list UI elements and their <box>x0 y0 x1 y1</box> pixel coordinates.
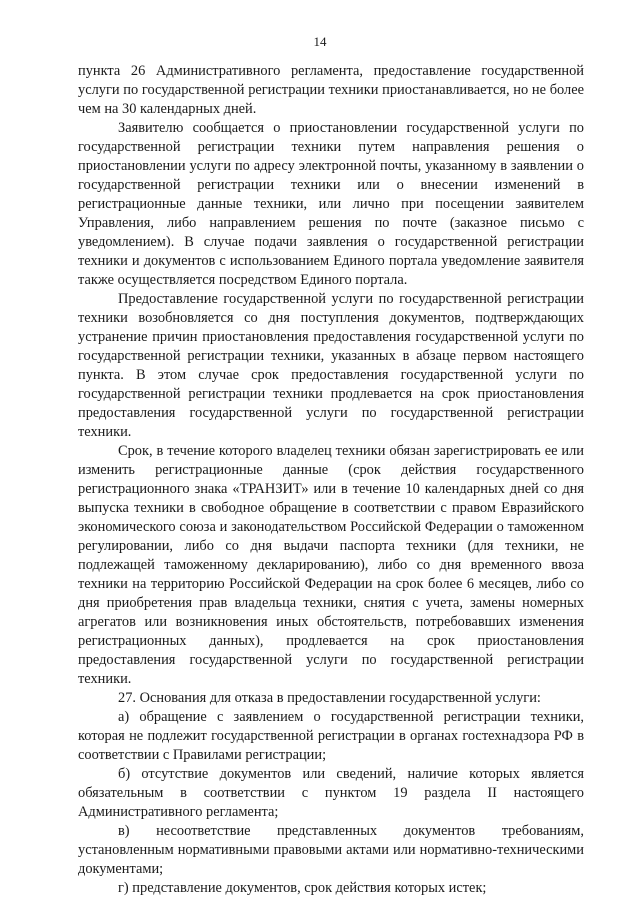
page-number: 14 <box>313 34 327 49</box>
paragraph-2: Заявителю сообщается о приостановлении государственной услуги по государственной регистрации техники путем направления решения о приостановлении услуги по адресу электронной почты, указанному в заявлении о государственной регистрации техники или о внесении изменений в регистрационные данные техники, или лично при посещении заявителем Управления, либо направлением решения по почте (заказное письмо с уведомлением). В случае подачи заявления о государственной регистрации техники и документов с использованием Единого портала уведомление заявителя также осуществляется посредством Единого портала. <box>78 120 584 288</box>
paragraph-4: Срок, в течение которого владелец техники обязан зарегистрировать ее или изменить регистрационные данные (срок действия государственного регистрационного знака «ТРАНЗИТ» или в течение 10 календарных дней со дня выпуска техники в свободное обращение в соответствии с правом Евразийского экономического союза и законодательством Российской Федерации о таможенном регулировании, либо со дня выдачи паспорта техники (для техники, не подлежащей таможенному декларированию), либо со дня временного ввоза техники на территорию Российской Федерации на срок более 6 месяцев, либо со дня приобретения прав владельца техники, снятия с учета, замены номерных агрегатов или возникновения иных обстоятельств, потребовавших изменения регистрационных данных), продлевается на срок приостановления предоставления государственной услуги по государственной регистрации техники. <box>78 443 584 687</box>
paragraph-7: б) отсутствие документов или сведений, наличие которых является обязательным в соответствии с пунктом 19 раздела II настоящего Административного регламента; <box>78 766 584 820</box>
paragraph-1: пункта 26 Административного регламента, предоставление государственной услуги по государственной регистрации техники приостанавливается, но не более чем на 30 календарных дней. <box>78 63 584 117</box>
paragraph-3: Предоставление государственной услуги по государственной регистрации техники возобновляется со дня поступления документов, подтверждающих устранение причин приостановления предоставления государственной услуги по государственной регистрации техники, указанных в абзаце первом настоящего пункта. В этом случае срок предоставления государственной услуги по государственной регистрации техники продлевается на срок приостановления предоставления государственной услуги по государственной регистрации техники. <box>78 291 584 440</box>
paragraph-8: в) несоответствие представленных документов требованиям, установленным нормативными правовыми актами или нормативно-техническими документами; <box>78 823 584 877</box>
paragraph-9: г) представление документов, срок действия которых истек; <box>118 880 487 896</box>
body-text <box>78 62 584 898</box>
paragraph-6: а) обращение с заявлением о государственной регистрации техники, которая не подлежит государственной регистрации в органах гостехнадзора РФ в соответствии с Правилами регистрации; <box>78 709 584 763</box>
paragraph-5: 27. Основания для отказа в предоставлении государственной услуги: <box>118 690 541 706</box>
